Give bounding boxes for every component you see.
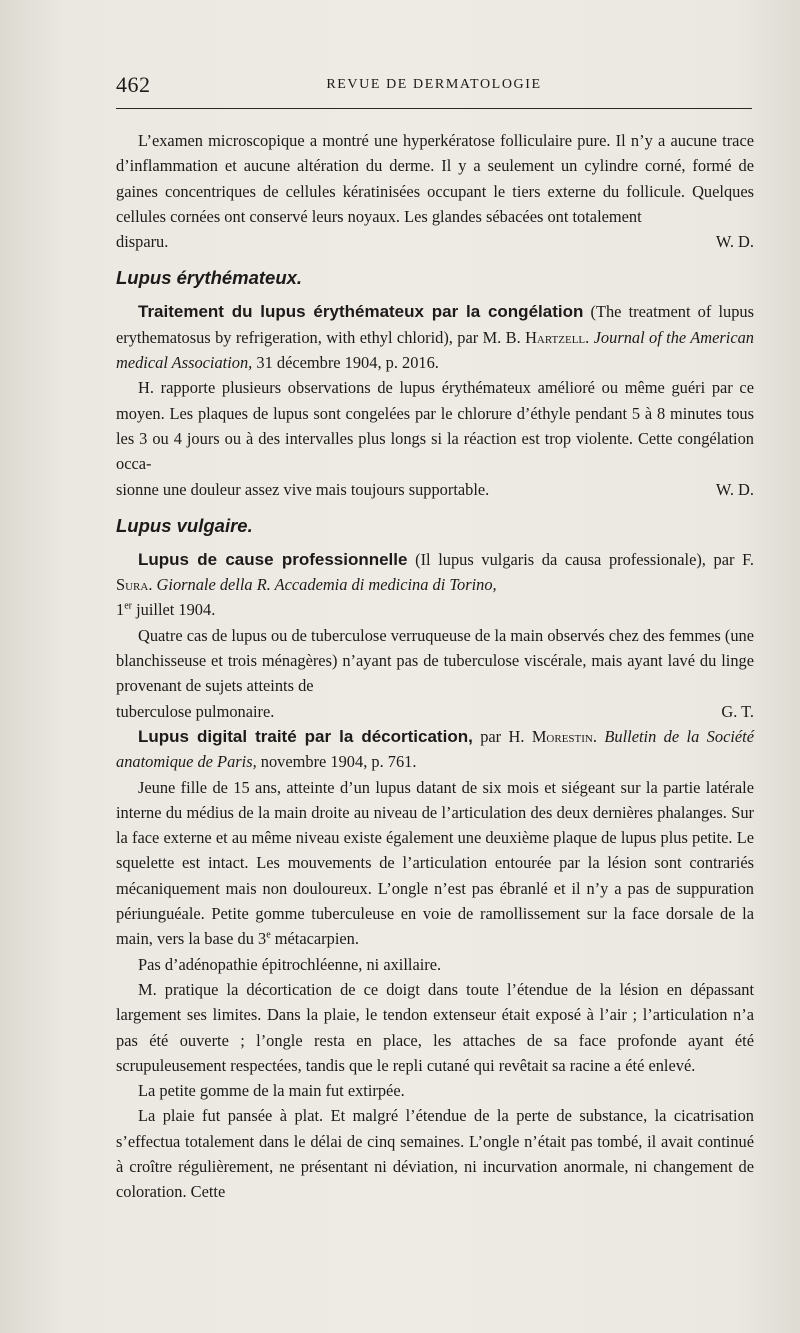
paragraph-gomme: La petite gomme de la main fut extirpée.	[138, 1081, 405, 1101]
professionnelle-last-line: tuberculose pulmonaire.	[116, 701, 275, 721]
paragraph-adenopathie: Pas d’adénopathie épitrochléenne, ni axillaire.	[138, 954, 442, 974]
paragraph-professionnelle: Quatre cas de lupus ou de tuberculose verruqueuse de la main observés chez des femmes (une blanchisseuse et trois ménagères) n’ayant pas de tuberculose viscérale, mais ayant lavé du linge provenant de sujets atteints de	[116, 625, 754, 696]
article-reference-congelation	[116, 299, 754, 375]
header-rule	[116, 108, 752, 109]
section-heading-lupus-vulgaire: Lupus vulgaire.	[116, 514, 253, 536]
journal-name-torino: Giornale della R. Accademia di medicina di Torino,	[156, 575, 497, 595]
intro-signature: W. D.	[715, 232, 754, 252]
case-description-end: métacarpien.	[270, 929, 359, 949]
article-ref-text: (Il lupus vulgaris da causa professionale), par F.	[407, 549, 755, 569]
journal-name-bulletin: Bulletin de la Société anatomique de Paris,	[116, 726, 755, 772]
paragraph-cicatrisation: La plaie fut pansée à plat. Et malgré l’étendue de la perte de substance, la cicatrisation s’effectua totalement dans le délai de cinq semaines. L’ongle n’était pas tombé, il avait continué à croître régulièrement, ne présentant ni déviation, ni incurvation anormale, ni changement de coloration. Cette	[116, 1106, 754, 1202]
article-reference-professionnelle	[116, 547, 754, 623]
running-head: REVUE DE DERMATOLOGIE	[326, 77, 542, 92]
body-text	[116, 128, 754, 1205]
article-author-sura: Sura	[116, 575, 149, 595]
paragraph-decortication: M. pratique la décortication de ce doigt dans toute l’étendue de la lésion en dépassant largement ses limites. Dans la plaie, le tendon extenseur était exposé à l’air ; l’articulation n’a pas été ouverte ; l’ongle resta en place, les attaches de sa face profonde ayant été scrupuleusement respectées, tandis que le repli cutané qui revêtait sa racine a été enlevé.	[116, 979, 754, 1075]
case-description-text: Jeune fille de 15 ans, atteinte d’un lupus datant de six mois et siégeant sur la partie latérale interne du médius de la main droite au niveau de l’articulation des deux dernières phalanges. Sur la face externe et au même niveau existe également une deuxième plaque de lupus plus petite. Le squelette est intact. Les mouvements de l’articulation entourée par la lésion sont contrariés mécaniquement mais non douloureux. L’ongle n’est pas ébranlé et il n’y a pas de suppuration périunguéale. Petite gomme tuberculeuse en voie de ramollissement sur la face dorsale de la main, vers la base du 3	[116, 777, 754, 949]
article-ref-text: (The treatment of lupus erythematosus by refrigeration, with ethyl chlorid), par M. B.	[116, 302, 754, 347]
article-title-decortication: Lupus digital traité par la décortication,	[138, 726, 473, 746]
intro-paragraph: L’examen microscopique a montré une hyperkératose folliculaire pure. Il n’y a aucune trace d’inflammation et aucune altération du derme. Il y a seulement un cylindre corné, formé de gaines concentriques de cellules kératinisées occupant le tiers externe du follicule. Quelques cellules cornées ont conservé leurs noyaux. Les glandes sébacées ont totalement	[116, 131, 754, 226]
congelation-signature: W. D.	[715, 479, 754, 499]
section-heading-lupus-erythemateux: Lupus érythémateux.	[116, 267, 303, 289]
article-author-hartzell: Hartzell	[525, 327, 586, 347]
article-ref-text: .	[585, 327, 594, 347]
professionnelle-signature: G. T.	[721, 701, 754, 721]
article-date-day: 1	[116, 600, 125, 620]
article-date-rest: juillet 1904.	[131, 600, 216, 620]
page-header	[116, 72, 752, 96]
case-description-sup: e	[266, 929, 271, 941]
article-ref-text: 31 décembre 1904, p. 2016.	[252, 353, 439, 373]
congelation-last-line: sionne une douleur assez vive mais toujours supportable.	[116, 479, 490, 499]
article-ref-text: .	[148, 575, 157, 595]
article-ref-text: novembre 1904, p. 761.	[256, 752, 417, 772]
article-ref-text: par H.	[472, 726, 532, 746]
paragraph-case-description	[116, 775, 754, 952]
intro-last-line: disparu.	[116, 232, 169, 252]
article-title-congelation: Traitement du lupus érythémateux par la congélation	[138, 302, 584, 322]
paragraph-congelation: H. rapporte plusieurs observations de lupus érythémateux amélioré ou même guéri par ce moyen. Les plaques de lupus sont congelées par le chlorure d’éthyle pendant 5 à 8 minutes tous les 3 ou 4 jours ou à des intervalles plus longs si la réaction est trop violente. Cette congélation occa-	[116, 378, 754, 474]
page-number: 462	[116, 72, 151, 97]
congelation-signature-line	[116, 477, 754, 502]
professionnelle-signature-line	[116, 699, 754, 724]
article-date-sup: er	[124, 600, 132, 612]
journal-name-jama: Journal of the American medical Association,	[116, 327, 755, 373]
intro-signature-line	[116, 229, 754, 254]
article-author-morestin: Morestin	[531, 726, 593, 746]
article-ref-text: .	[592, 726, 605, 746]
article-reference-decortication	[116, 724, 754, 775]
article-title-professionnelle: Lupus de cause professionnelle	[138, 549, 408, 569]
